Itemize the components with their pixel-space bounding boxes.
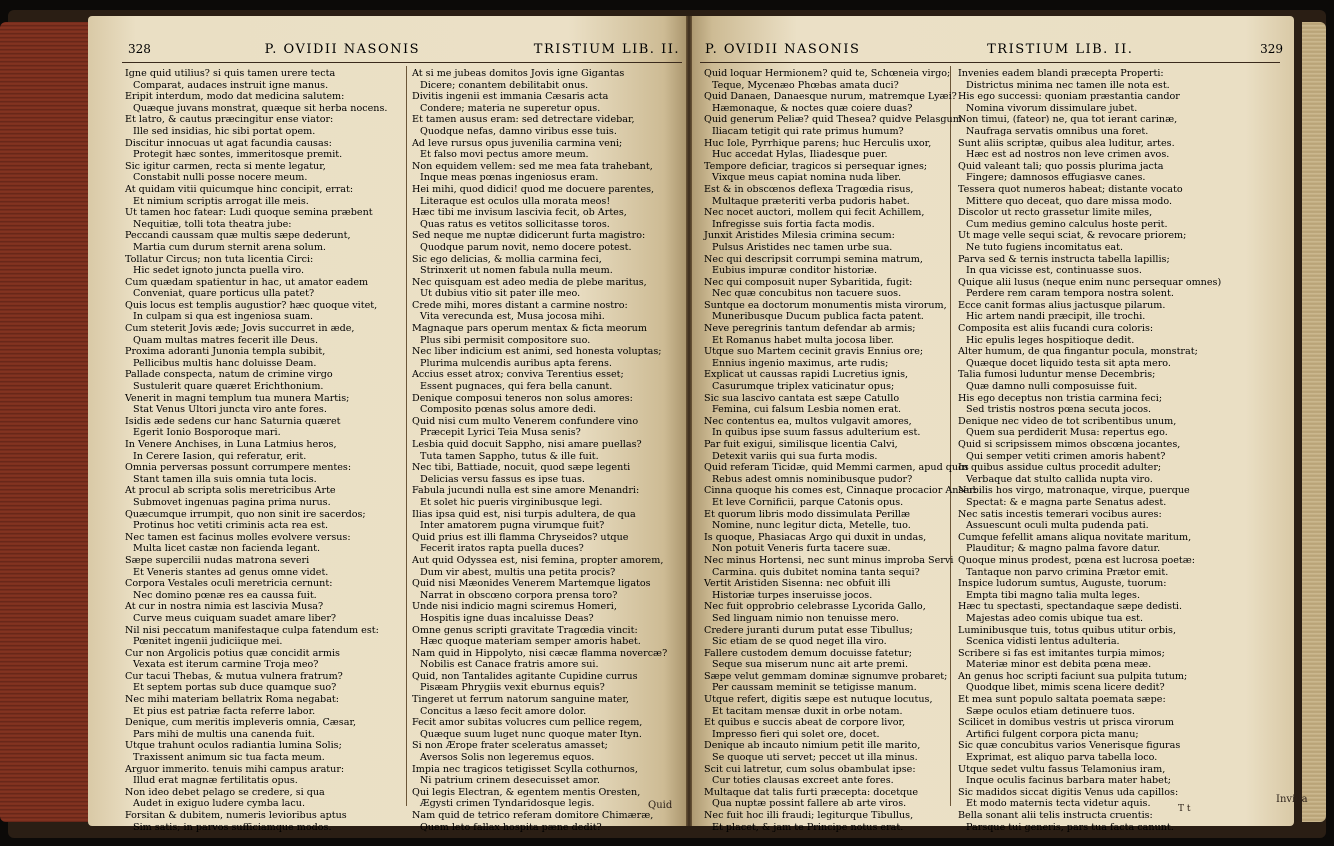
verse-line: Fingere; damnosos effugiasve canes. bbox=[966, 172, 1146, 184]
verse-line: In culpam si qua est ingeniosa suam. bbox=[133, 311, 314, 323]
verse-line: Sæpe oculos etiam detinuere tuos. bbox=[966, 705, 1135, 717]
verse-line: Corpora Vestales oculi meretricia cernunt: bbox=[125, 578, 333, 590]
verse-line: Infregisse suis fortia facta modis. bbox=[712, 218, 875, 230]
verse-line: Narrat in obscœno corpora prensa toro? bbox=[420, 589, 618, 601]
verse-line: Plauditur; & magno palma favore datur. bbox=[966, 543, 1161, 555]
verse-line: Et nimium scriptis arrogat ille meis. bbox=[133, 195, 309, 207]
verse-line: Majestas adeo comis ubique tua est. bbox=[966, 612, 1144, 624]
verse-line: Et pius est patriæ facta referre labor. bbox=[133, 705, 316, 717]
verse-line: Sic sua lascivo cantata est sæpe Catullo bbox=[704, 392, 900, 404]
verse-line: Ad leve rursus opus juvenilia carmina veni; bbox=[412, 137, 623, 149]
verse-line: Scribere si fas est imitantes turpia mimos; bbox=[958, 647, 1165, 659]
verse-line: Empta tibi magno talia multa leges. bbox=[966, 589, 1140, 601]
verse-line: Composito pœnas solus amore dedi. bbox=[420, 404, 597, 416]
verse-line: Quem leto fallax hospita pæne dedit? bbox=[420, 821, 602, 833]
book-edge-left bbox=[0, 22, 92, 822]
verse-line: Districtus minima nec tamen ille nota est. bbox=[966, 79, 1170, 91]
verse-line: Seque sua miserum nunc ait arte premi. bbox=[712, 659, 909, 671]
verse-line: In quibus assidue cultus procedit adulter; bbox=[958, 462, 1162, 474]
verse-line: Vertit Aristiden Sisenna: nec obfuit illi bbox=[704, 578, 891, 590]
book-edge-right bbox=[1302, 22, 1326, 822]
verse-line: Sed neque me nuptæ didicerunt furta magistro: bbox=[412, 230, 646, 242]
verse-line: In Cerere Iasion, qui referatur, erit. bbox=[133, 450, 307, 462]
verse-line: Sic ego delicias, & mollia carmina feci, bbox=[412, 253, 602, 265]
verse-line: Ut tamen hoc fatear: Ludi quoque semina præbent bbox=[125, 207, 373, 219]
verse-line: Nomina vivorum dissimulare jubet. bbox=[966, 102, 1138, 114]
verse-line: Parsque tui generis, pars tua facta canunt. bbox=[966, 821, 1174, 833]
verse-line: Concitus a læso fecit amore dolor. bbox=[420, 705, 587, 717]
verse-line: Sed tristis nostros pœna secuta jocos. bbox=[966, 404, 1152, 416]
verse-line: Nobilis est Canace fratris amore sui. bbox=[420, 659, 599, 671]
verse-line: Denique nec video de tot scribentibus unum, bbox=[958, 415, 1177, 427]
verse-line: Cur non Argolicis potius quæ concidit armis bbox=[125, 647, 340, 659]
verse-line: Pellicibus multis hanc doluisse Deam. bbox=[133, 357, 317, 369]
verse-line: His ego deceptus non tristia carmina feci; bbox=[958, 392, 1163, 404]
right-running-head bbox=[705, 38, 1283, 60]
right-page-column-1 bbox=[704, 68, 977, 833]
verse-line: Inque meas pœnas ingeniosus eram. bbox=[420, 172, 599, 184]
verse-line: Nec qui composuit nuper Sybaritida, fugit: bbox=[704, 276, 913, 288]
verse-line: Cur toties clausas excreet ante fores. bbox=[712, 775, 894, 787]
verse-line: Teque, Mycenæo Phœbas amata duci? bbox=[712, 79, 899, 91]
verse-line: Quid nisi Mæonides Venerem Martemque ligatos bbox=[412, 578, 651, 590]
verse-line: Perdere rem caram tempora nostra solent. bbox=[966, 288, 1174, 300]
verse-line: Et modo maternis tecta videtur aquis. bbox=[966, 798, 1151, 810]
verse-line: Quodque libet, mimis scena licere dedit? bbox=[966, 682, 1165, 694]
verse-line: Lesbia quid docuit Sappho, nisi amare puellas? bbox=[412, 439, 642, 450]
book-gutter bbox=[686, 16, 692, 826]
verse-line: Nam quid de tetrico referam domitore Chimæræ, bbox=[412, 810, 654, 821]
verse-line: Ennius ingenio maximus, arte rudis; bbox=[712, 357, 889, 369]
verse-line: Submovet ingenuas pagina prima nurus. bbox=[133, 496, 331, 508]
right-page-number: 329 bbox=[1260, 42, 1283, 56]
verse-line: Iliacam tetigit qui rate primus humum? bbox=[712, 125, 904, 137]
verse-line: Utque sedet vultu fassus Telamonius iram, bbox=[958, 763, 1166, 775]
verse-line: Quid referam Ticidæ, quid Memmi carmen, apud quos bbox=[704, 462, 969, 474]
verse-line: At si me jubeas domitos Jovis igne Gigantas bbox=[412, 68, 625, 79]
verse-line: Cum steterit Jovis æde; Jovis succurret in æde, bbox=[125, 323, 355, 335]
verse-line: Casurumque triplex vaticinatur opus; bbox=[712, 381, 895, 393]
verse-line: Vexata est iterum carmine Troja meo? bbox=[133, 659, 319, 671]
verse-line: Non ideo debet pelago se credere, si qua bbox=[125, 786, 325, 798]
verse-line: Sæpe velut gemmam dominæ signumve probaret; bbox=[704, 670, 948, 682]
left-page-number: 328 bbox=[128, 42, 151, 56]
verse-line: Explicat ut caussas rapidi Lucretius ignis, bbox=[704, 369, 909, 381]
verse-line: Sic igitur carmen, recta si mente legatur, bbox=[125, 160, 326, 172]
verse-line: Nam quid in Hippolyto, nisi cæcæ flamma novercæ? bbox=[412, 647, 668, 659]
verse-line: Tessera quot numeros habeat; distante vocato bbox=[958, 183, 1183, 195]
verse-line: Muneribusque Ducum publica facta patent. bbox=[712, 311, 924, 323]
verse-line: Et tacitam mensæ duxit in orbe notam. bbox=[712, 705, 903, 717]
verse-line: Vita verecunda est, Musa jocosa mihi. bbox=[420, 311, 605, 323]
verse-line: Isidis æde sedens cur hanc Saturnia quæret bbox=[125, 415, 341, 427]
verse-line: Quæque docet liquido testa sit apta mero. bbox=[966, 357, 1171, 369]
verse-line: Hospitis igne duas incaluisse Deas? bbox=[420, 612, 594, 624]
verse-line: Non timui, (fateor) ne, qua tot ierant carinæ, bbox=[958, 114, 1178, 126]
verse-line: Condere; materia ne superetur opus. bbox=[420, 102, 601, 114]
verse-line: Tuta tamen Sappho, tutus & ille fuit. bbox=[420, 450, 599, 462]
verse-line: Illud erat magnæ fertilitatis opus. bbox=[133, 775, 298, 787]
verse-line: Ne tuto fugiens incomitatus eat. bbox=[966, 241, 1124, 253]
verse-line: Composita est aliis fucandi cura coloris: bbox=[958, 323, 1154, 335]
verse-line: Ut dubius vitio sit pater ille meo. bbox=[420, 288, 581, 300]
verse-line: Femina, cui falsum Lesbia nomen erat. bbox=[712, 404, 902, 416]
verse-line: Cinna quoque his comes est, Cinnaque procacior Anser: bbox=[704, 485, 977, 497]
verse-line: Literaque est oculos ulla morata meos! bbox=[420, 195, 611, 207]
verse-line: Denique ab incauto nimium petit ille marito, bbox=[704, 740, 921, 752]
verse-line: Nil nisi peccatum manifestaque culpa fatendum est: bbox=[125, 624, 379, 636]
verse-line: Constabit nulli posse nocere meum. bbox=[133, 172, 308, 184]
verse-line: Eripit interdum, modo dat medicina salutem: bbox=[125, 91, 345, 103]
left-head-rule bbox=[122, 62, 682, 63]
verse-line: Quæque juvans monstrat, quæque sit herba nocens. bbox=[133, 102, 388, 114]
verse-line: Non potuit Veneris furta tacere suæ. bbox=[712, 543, 891, 555]
left-page-column-2 bbox=[412, 68, 668, 833]
verse-line: Inque oculis facinus barbara mater habet; bbox=[966, 775, 1171, 787]
verse-line: Nomine, nunc legitur dicta, Metelle, tuo. bbox=[712, 520, 911, 532]
verse-line: Quas ratus es vetitos sollicitasse toros. bbox=[420, 218, 610, 230]
verse-line: Scilicet in domibus vestris ut prisca virorum bbox=[958, 717, 1174, 729]
verse-line: Rebus adest omnis nominibusque pudor? bbox=[712, 473, 913, 485]
verse-line: Cur tacui Thebas, & mutua vulnera fratrum? bbox=[125, 670, 343, 682]
verse-line: Nequitiæ, tolli tota theatra jube: bbox=[133, 218, 292, 230]
verse-line: Traxissent animum sic tua facta meum. bbox=[133, 752, 325, 764]
verse-line: Quæcumque irrumpit, quo non sinit ire sacerdos; bbox=[125, 508, 366, 520]
verse-line: Stat Venus Ultori juncta viro ante fores. bbox=[133, 404, 327, 416]
verse-line: Quæ damno nulli composuisse fuit. bbox=[966, 381, 1138, 393]
verse-line: Huc accedat Hylas, Iliadesque puer. bbox=[712, 149, 888, 161]
right-head-title: TRISTIUM LIB. II. bbox=[987, 41, 1134, 57]
verse-line: Quique alii lusus (neque enim nunc persequar omnes) bbox=[958, 276, 1222, 288]
verse-line: Martia cum durum sternit arena solum. bbox=[133, 241, 326, 253]
verse-line: At quidam vitii quicumque hinc concipit, errat: bbox=[125, 183, 354, 195]
verse-line: Conveniat, quare porticus ulla patet? bbox=[133, 288, 315, 300]
verse-line: Par fuit exigui, similisque licentia Calvi, bbox=[704, 439, 898, 450]
verse-line: Eubius impuræ conditor historiæ. bbox=[712, 265, 878, 277]
left-page-column-1 bbox=[125, 68, 388, 833]
verse-line: Hæc est ad nostros non leve crimen avos. bbox=[966, 149, 1170, 161]
verse-line: Qui semper vetiti crimen amoris habent? bbox=[966, 450, 1166, 462]
verse-line: Pisæam Phrygiis vexit eburnus equis? bbox=[420, 682, 605, 694]
verse-line: Cum medius gemino calculus hoste perit. bbox=[966, 218, 1168, 230]
verse-line: Et leve Cornificii, parque Catonis opus. bbox=[712, 496, 904, 508]
verse-line: Unde nisi indicio magni sciremus Homeri, bbox=[412, 601, 617, 613]
verse-line: Tingeret ut ferrum natorum sanguine mater, bbox=[412, 694, 629, 706]
verse-line: Hæc tibi me invisum lascivia fecit, ob Artes, bbox=[412, 207, 627, 219]
verse-line: Pulsus Aristides nec tamen urbe sua. bbox=[712, 241, 893, 253]
left-head-title: TRISTIUM LIB. II. bbox=[533, 41, 680, 57]
verse-line: Artifici fulgent corpora picta manu; bbox=[966, 728, 1139, 740]
verse-line: Historiæ turpes inseruisse jocos. bbox=[712, 589, 873, 601]
verse-line: Carmina. quis dubitet nomina tanta sequi? bbox=[712, 566, 920, 578]
verse-line: Omnia perversas possunt corrumpere mentes: bbox=[125, 462, 352, 474]
verse-line: Discolor ut recto grassetur limite miles, bbox=[958, 207, 1153, 219]
verse-line: Aversos Solis non legeremus equos. bbox=[420, 752, 595, 764]
verse-line: Alter humum, de qua fingantur pocula, monstrat; bbox=[958, 346, 1198, 358]
verse-line: Hei mihi, quod didici! quod me docuere parentes, bbox=[412, 183, 655, 195]
right-head-author: P. OVIDII NASONIS bbox=[705, 41, 861, 57]
verse-line: Quid valeant tali; quo possis plurima jacta bbox=[958, 160, 1164, 172]
verse-line: Quoque minus prodest, pœna est lucrosa poetæ: bbox=[958, 554, 1196, 566]
verse-line: Qua nuptæ possint fallere ab arte viros. bbox=[712, 798, 907, 810]
verse-line: Hæc quoque materiam semper amoris habet. bbox=[420, 636, 641, 648]
verse-line: In quibus ipse suum fassus adulterium est. bbox=[712, 427, 921, 439]
verse-line: Proxima adoranti Junonia templa subibit, bbox=[125, 346, 326, 358]
verse-line: Hic epulis leges hospitioque dedit. bbox=[966, 334, 1135, 346]
verse-line: Plurima mulcendis auribus apta ferens. bbox=[420, 357, 612, 369]
verse-line: Comparat, audaces instruit igne manus. bbox=[133, 79, 329, 91]
verse-line: Sic quæ concubitus varios Venerisque figuras bbox=[958, 740, 1181, 752]
verse-line: Hæmonaque, & noctes quæ coiere duas? bbox=[712, 102, 913, 114]
verse-line: Junxit Aristides Milesia crimina secum: bbox=[704, 230, 895, 242]
verse-line: Se quoque uti servet; peccet ut illa minus. bbox=[712, 752, 918, 764]
verse-line: Qui legis Electran, & egentem mentis Oresten, bbox=[412, 786, 641, 798]
verse-line: At procul ab scripta solis meretricibus Arte bbox=[125, 485, 336, 497]
verse-line: Nec fuit opprobrio celebrasse Lycorida Gallo, bbox=[704, 601, 926, 613]
verse-line: Et septem portas sub duce quamque suo? bbox=[133, 682, 337, 694]
verse-line: Tantaque non parvo crimina Prætor emit. bbox=[966, 566, 1169, 578]
verse-line: Verbaque dat stulto callida nupta viro. bbox=[966, 473, 1153, 485]
right-head-rule bbox=[700, 62, 1280, 63]
verse-line: Peccandi caussam quæ multis sæpe dederunt, bbox=[125, 230, 351, 242]
verse-line: Nec quisquam est adeo media de plebe maritus, bbox=[412, 276, 647, 288]
verse-line: Nec fuit hoc illi fraudi; legiturque Tibullus, bbox=[704, 810, 914, 821]
verse-line: Bella sonant alii telis instructa cruentis: bbox=[958, 810, 1153, 821]
verse-line: Inspice ludorum sumtus, Auguste, tuorum: bbox=[958, 578, 1167, 590]
verse-line: Utque refert, digitis sæpe est nutuque locutus, bbox=[704, 694, 933, 706]
verse-line: Scenica vidisti lentus adulteria. bbox=[966, 636, 1120, 648]
verse-line: Scit cui latretur, cum solus obambulat ipse: bbox=[704, 763, 916, 775]
right-catchword: Invida bbox=[1276, 794, 1308, 805]
verse-line: Et quibus e succis abeat de corpore livor, bbox=[704, 717, 906, 729]
verse-line: Vixque meus capiat nomina nuda liber. bbox=[712, 172, 902, 184]
verse-line: Pœnitet ingenii judiciique mei. bbox=[133, 636, 283, 648]
verse-line: Audet in exiguo ludere cymba lacu. bbox=[133, 798, 305, 810]
verse-line: Non equidem vellem: sed me mea fata trahebant, bbox=[412, 160, 653, 172]
verse-line: Quis locus est templis augustior? hæc quoque vitet, bbox=[125, 299, 378, 311]
right-page-column-2 bbox=[958, 68, 1222, 833]
verse-line: Sæpe supercilii nudas matrona severi bbox=[125, 554, 310, 566]
verse-line: Pallade conspecta, natum de crimine virgo bbox=[125, 369, 333, 381]
verse-line: Et Veneris stantes ad genus omne videt. bbox=[133, 566, 329, 578]
verse-line: Et Romanus habet multa jocosa liber. bbox=[712, 334, 894, 346]
verse-line: Essent pugnaces, qui fera bella canunt. bbox=[420, 381, 613, 393]
verse-line: Neve peregrinis tantum defendar ab armis; bbox=[704, 323, 916, 335]
verse-line: Utque suo Martem cecinit gravis Ennius ore; bbox=[704, 346, 924, 358]
verse-line: Luminibusque tuis, totus quibus utitur orbis, bbox=[958, 624, 1177, 636]
verse-line: Ni patrium crinem desecuisset amor. bbox=[420, 775, 600, 787]
verse-line: Exprimat, est aliquo parva tabella loco. bbox=[966, 752, 1158, 764]
verse-line: Et mea sunt populo saltata poemata sæpe: bbox=[958, 694, 1166, 706]
verse-line: Nec tibi, Battiade, nocuit, quod sæpe legenti bbox=[412, 462, 631, 474]
verse-line: Cumque fefellit amans aliqua novitate maritum, bbox=[958, 531, 1192, 543]
verse-line: Talia fumosi luduntur mense Decembris; bbox=[958, 369, 1156, 381]
verse-line: Inter amatorem pugna virumque fuit? bbox=[420, 520, 605, 532]
verse-line: Cum quædam spatientur in hac, ut amator eadem bbox=[125, 276, 369, 288]
verse-line: Quid generum Peliæ? quid Thesea? quidve Pelasgum bbox=[704, 114, 962, 126]
verse-line: Quid loquar Hermionem? quid te, Schœneia virgo; bbox=[704, 68, 951, 79]
verse-line: Credere juranti durum putat esse Tibullus; bbox=[704, 624, 913, 636]
verse-line: His ego successi: quoniam præstantia candor bbox=[958, 91, 1180, 103]
verse-line: Materiæ minor est debita pœna meæ. bbox=[966, 659, 1152, 671]
verse-line: Forsitan & dubitem, numeris levioribus aptus bbox=[125, 810, 347, 821]
verse-line: Omne genus scripti gravitate Tragœdia vincit: bbox=[412, 624, 638, 636]
verse-line: Tollatur Circus; non tuta licentia Circi: bbox=[125, 253, 314, 265]
verse-line: Multaque dat talis furti præcepta: docetque bbox=[704, 786, 919, 798]
verse-line: Venerit in magni templum tua munera Martis; bbox=[125, 392, 350, 404]
verse-line: Invenies eadem blandi præcepta Properti: bbox=[958, 68, 1164, 79]
verse-line: Huc Iole, Pyrrhique parens; huc Herculis uxor, bbox=[704, 137, 932, 149]
verse-line: Nec contentus ea, multos vulgavit amores, bbox=[704, 415, 912, 427]
verse-line: Si non Ærope frater sceleratus amasset; bbox=[412, 740, 608, 752]
left-catchword: Quid bbox=[648, 800, 673, 811]
verse-line: Ilias ipsa quid est, nisi turpis adultera, de qua bbox=[412, 508, 636, 520]
verse-line: Assuescunt oculi multa pudenda pati. bbox=[966, 520, 1149, 532]
verse-line: Utque trahunt oculos radiantia lumina Solis; bbox=[125, 740, 342, 752]
verse-line: Nec tamen est facinus molles evolvere versus: bbox=[125, 531, 351, 543]
verse-line: Multa licet castæ non facienda legant. bbox=[133, 543, 321, 555]
verse-line: Sustulerit quare quæret Erichthonium. bbox=[133, 381, 324, 393]
verse-line: Multaque præteriti verba pudoris habet. bbox=[712, 195, 910, 207]
verse-line: Et latro, & cautus præcingitur ense viator: bbox=[125, 114, 334, 126]
verse-line: Quodque nefas, damno viribus esse tuis. bbox=[420, 125, 617, 137]
verse-line: Hæc tu spectasti, spectandaque sæpe dedisti. bbox=[958, 601, 1183, 613]
verse-line: Fecit amor subitas volucres cum pellice regem, bbox=[412, 717, 643, 729]
verse-line: An genus hoc scripti faciunt sua pulpita tutum; bbox=[958, 670, 1188, 682]
verse-line: Delicias versu fassus es ipse tuas. bbox=[420, 473, 585, 485]
verse-line: Igne quid utilius? si quis tamen urere tecta bbox=[125, 68, 336, 79]
verse-line: Et solet hic pueris virginibusque legi. bbox=[420, 496, 603, 508]
verse-line: Is quoque, Phasiacas Argo qui duxit in undas, bbox=[704, 531, 927, 543]
verse-line: Nec qui descripsit corrumpi semina matrum, bbox=[704, 253, 923, 265]
left-running-head bbox=[128, 38, 680, 60]
verse-line: Discitur innocuas ut agat facundia causas: bbox=[125, 137, 332, 149]
verse-line: Nec minus Hortensi, nec sunt minus improba Servi bbox=[704, 554, 954, 566]
verse-line: Et falso movi pectus amore meum. bbox=[420, 149, 589, 161]
verse-line: Præcepit Lyrici Teia Musa senis? bbox=[420, 427, 581, 439]
verse-line: Denique, cum meritis impleveris omnia, Cæsar, bbox=[125, 717, 357, 729]
verse-line: Quæque suum luget nunc quoque mater Ityn. bbox=[420, 728, 642, 740]
verse-line: Hic sedet ignoto juncta puella viro. bbox=[133, 265, 304, 277]
verse-line: Plus sibi permisit compositore suo. bbox=[420, 334, 591, 346]
verse-line: Quid si scripsissem mimos obscœna jocantes, bbox=[958, 439, 1181, 450]
verse-line: Sunt aliis scriptæ, quibus alea luditur, artes. bbox=[958, 137, 1175, 149]
verse-line: In qua vicisse est, continuasse suos. bbox=[966, 265, 1142, 277]
verse-line: At cur in nostra nimia est lascivia Musa? bbox=[125, 601, 324, 613]
verse-line: Impresso fieri qui solet ore, docet. bbox=[712, 728, 880, 740]
verse-line: Hic artem nandi præcipit, ille trochi. bbox=[966, 311, 1146, 323]
left-column-divider bbox=[406, 66, 407, 806]
verse-line: Crede mihi, mores distant a carmine nostro: bbox=[412, 299, 628, 311]
verse-line: Arguor immerito. tenuis mihi campus aratur: bbox=[125, 763, 345, 775]
verse-line: Ægysti crimen Tyndaridosque legis. bbox=[420, 798, 595, 810]
verse-line: Ecce canit formas alius jactusque pilarum. bbox=[958, 299, 1166, 311]
verse-line: Divitis ingenii est immania Cæsaris acta bbox=[412, 91, 609, 103]
verse-line: Quid prius est illi flamma Chryseidos? utque bbox=[412, 531, 629, 543]
verse-line: Nec mihi materiam bellatrix Roma negabat: bbox=[125, 694, 340, 706]
verse-line: Mittere quo deceat, quo dare missa modo. bbox=[966, 195, 1173, 207]
verse-line: Quam multas matres fecerit ille Deus. bbox=[133, 334, 319, 346]
verse-line: Spectat: & e magna parte Senatus adest. bbox=[966, 496, 1167, 508]
verse-line: Nec domino pœnæ res ea caussa fuit. bbox=[133, 589, 317, 601]
verse-line: Quodque parum novit, nemo docere potest. bbox=[420, 241, 632, 253]
verse-line: Sic madidos siccat digitis Venus uda capillos: bbox=[958, 786, 1179, 798]
verse-line: Per caussam meminit se tetigisse manum. bbox=[712, 682, 917, 694]
verse-line: Nubilis hos virgo, matronaque, virque, puerque bbox=[958, 485, 1190, 497]
verse-line: Protinus hoc vetiti criminis acta rea est. bbox=[133, 520, 329, 532]
verse-line: Quid nisi cum multo Venerem confundere vino bbox=[412, 415, 639, 427]
verse-line: Denique composui teneros non solus amores: bbox=[412, 392, 633, 404]
verse-line: Tempore deficiar, tragicos si persequar ignes; bbox=[704, 160, 928, 172]
verse-line: Egerit Ionio Bosporoque mari. bbox=[133, 427, 281, 439]
verse-line: Fallere custodem demum docuisse fatetur; bbox=[704, 647, 912, 659]
verse-line: Ille sed insidias, hic sibi portat opem. bbox=[133, 125, 316, 137]
verse-line: Impia nec tragicos tetigisset Scylla cothurnos, bbox=[412, 763, 638, 775]
verse-line: Sim satis; in parvos sufficiamque modos. bbox=[133, 821, 332, 833]
verse-line: Sed linguam nimio non tenuisse mero. bbox=[712, 612, 899, 624]
verse-line: Curve meus cuiquam suadet amare liber? bbox=[133, 612, 337, 624]
verse-line: Detexit variis qui sua furta modis. bbox=[712, 450, 878, 462]
verse-line: Naufraga servatis omnibus una foret. bbox=[966, 125, 1149, 137]
verse-line: Protegit hæc sontes, immeritosque premit. bbox=[133, 149, 343, 161]
verse-line: Dicere; conantem debilitabit onus. bbox=[420, 79, 589, 91]
verse-line: Nec quæ concubitus non tacuere suos. bbox=[712, 288, 902, 300]
verse-line: Quem sua perdiderit Musa: repertus ego. bbox=[966, 427, 1168, 439]
verse-line: Fecerit iratos rapta puella duces? bbox=[420, 543, 584, 555]
verse-line: Pars mihi de multis una canenda fuit. bbox=[133, 728, 315, 740]
verse-line: In Venere Anchises, in Luna Latmius heros, bbox=[125, 439, 337, 450]
verse-line: Nec nocet auctori, mollem qui fecit Achillem, bbox=[704, 207, 925, 219]
verse-line: Fabula jucundi nulla est sine amore Menandri: bbox=[412, 485, 640, 497]
verse-line: Accius esset atrox; conviva Terentius esset; bbox=[412, 369, 624, 381]
verse-line: Nec liber indicium est animi, sed honesta voluptas; bbox=[412, 346, 662, 358]
verse-line: Sic etiam de se quod neget illa viro. bbox=[712, 636, 887, 648]
verse-line: Stant tamen illa suis omnia tuta locis. bbox=[133, 473, 317, 485]
verse-line: Strinxerit ut nomen fabula nulla meum. bbox=[420, 265, 613, 277]
signature-mark: T t bbox=[1178, 804, 1191, 814]
verse-line: Quid, non Tantalides agitante Cupidine currus bbox=[412, 670, 638, 682]
verse-line: Aut quid Odyssea est, nisi femina, propter amorem, bbox=[412, 554, 664, 566]
verse-line: Suntque ea doctorum monumentis mista virorum, bbox=[704, 299, 947, 311]
verse-line: Et tamen ausus eram: sed detrectare videbar, bbox=[412, 114, 635, 126]
verse-line: Quid Danaen, Danaesque nurum, matremque Lyæi? bbox=[704, 91, 957, 103]
verse-line: Ut mage velle sequi sciat, & revocare priorem; bbox=[958, 230, 1187, 242]
verse-line: Magnaque pars operum mentax & ficta meorum bbox=[412, 323, 647, 335]
left-head-author: P. OVIDII NASONIS bbox=[264, 41, 421, 57]
verse-line: Est & in obscœnos deflexa Tragœdia risus, bbox=[704, 183, 914, 195]
verse-line: Et quorum libris modo dissimulata Perillæ bbox=[704, 508, 910, 520]
verse-line: Et placet, & jam te Principe notus erat. bbox=[712, 821, 904, 833]
verse-line: Parva sed & ternis instructa tabella lapillis; bbox=[958, 253, 1170, 265]
verse-line: Nec satis incestis temerari vocibus aures: bbox=[958, 508, 1162, 520]
verse-line: Dum vir abest, multis una petita procis? bbox=[420, 566, 616, 578]
